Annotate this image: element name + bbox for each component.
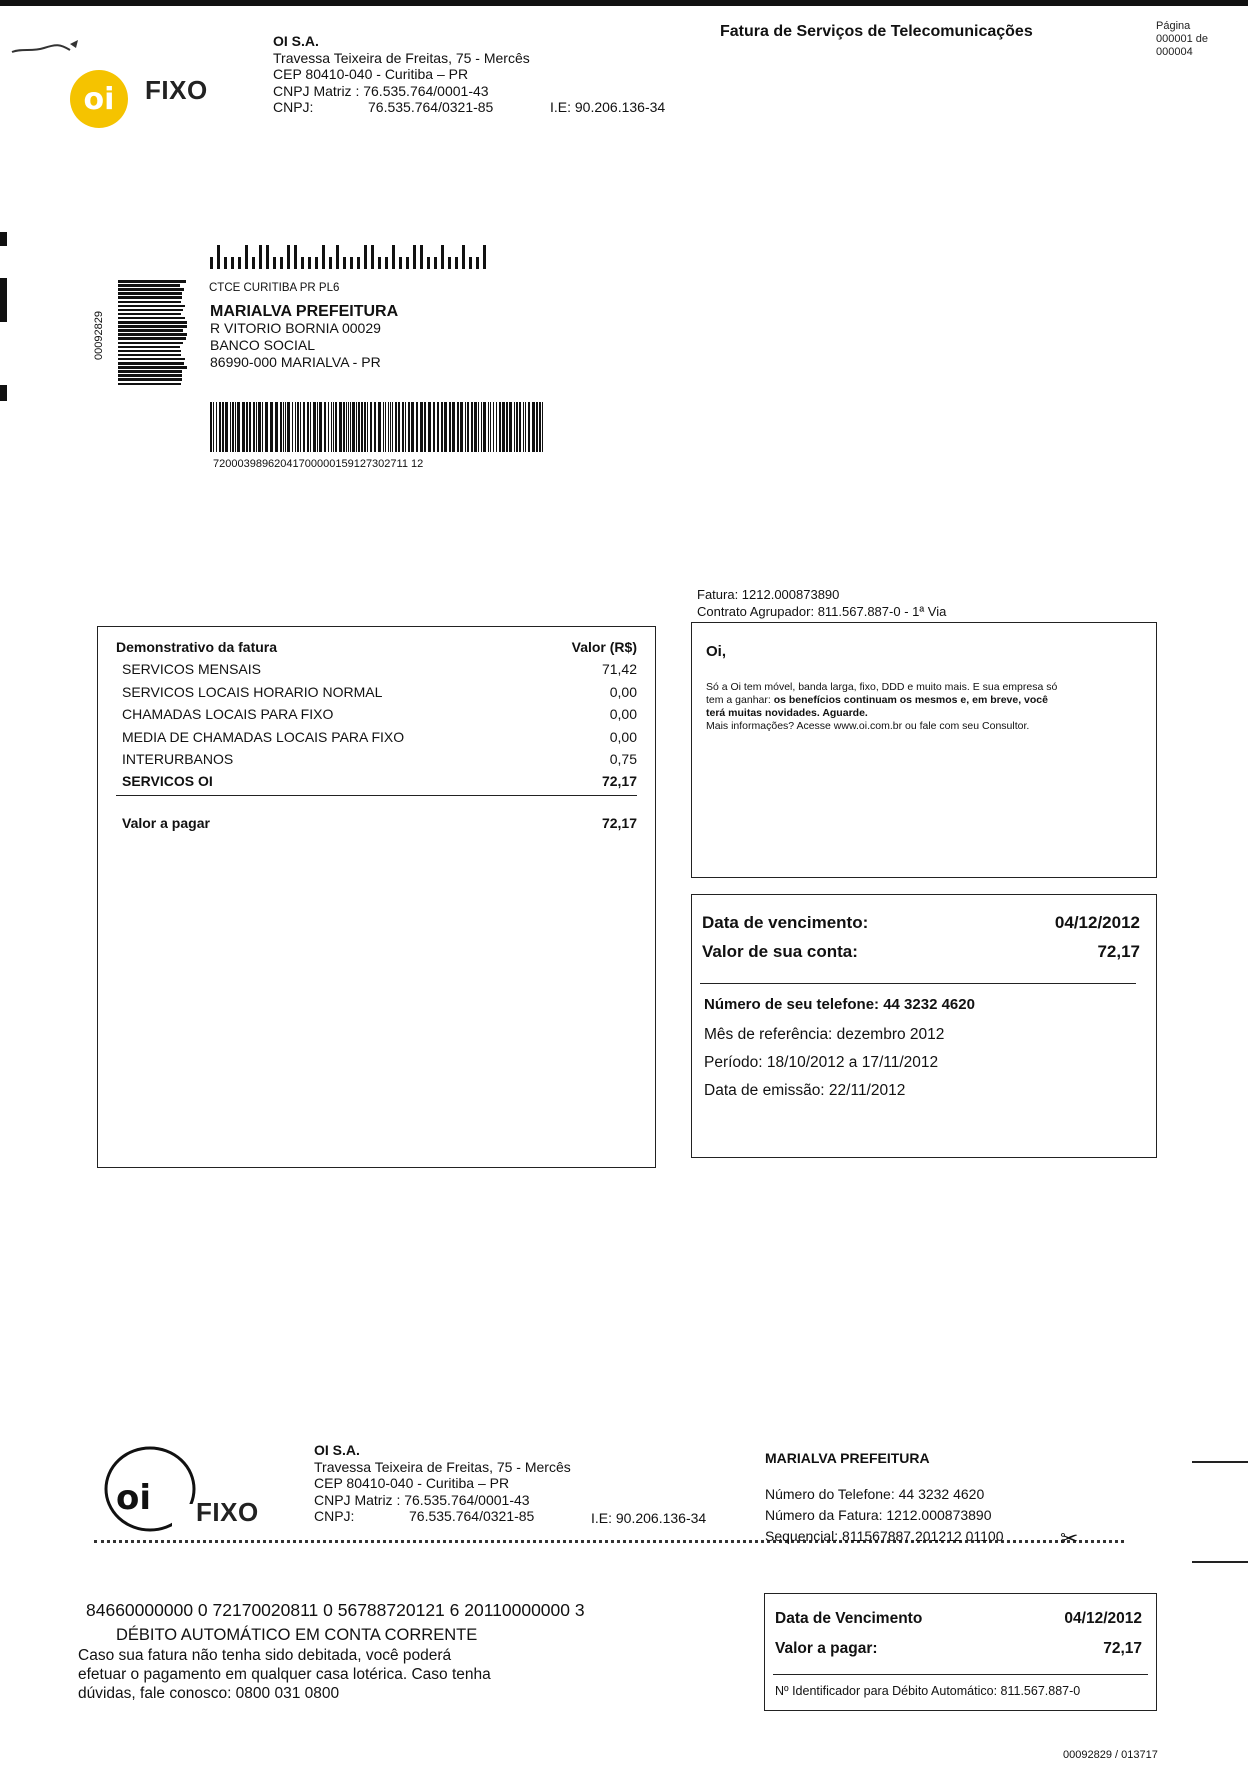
barcode-bar [295,402,296,452]
statement-item-value: 0,75 [609,751,637,767]
message-line: Mais informações? Acesse www.oi.com.br ou fale com seu Consultor. [706,720,1030,732]
barcode-bar [280,402,282,452]
stub-pay-value: 72,17 [1103,1640,1142,1657]
barcode-bar [331,402,332,452]
barcode-bar [222,402,224,452]
barcode-bar [519,402,521,452]
postal-barcode [210,245,490,269]
barcode-bar [339,402,342,452]
barcode-bar [217,245,220,269]
barcode-bar [402,402,404,452]
statement-value-header: Valor (R$) [571,639,637,655]
barcode-bar [235,402,236,452]
barcode-bar [118,309,183,312]
barcode-bar [303,402,305,452]
barcode-bar [118,358,185,361]
barcode-bar [493,402,494,452]
barcode-bar [256,402,257,452]
barcode-bar [434,257,437,269]
barcode-bar [319,402,322,452]
due-date-label: Data de vencimento: [702,913,869,932]
statement-row [122,751,637,767]
ie-value: I.E: 90.206.136-34 [550,99,666,115]
recipient-city: 86990-000 MARIALVA - PR [210,354,381,370]
barcode-bar [405,402,406,452]
barcode-number: 72000398962041700000159127302711 12 [213,458,424,470]
barcode-bar [528,402,530,452]
barcode-bar [348,402,349,452]
statement-item-value: 0,00 [609,683,637,700]
barcode-bar [118,342,183,345]
invoice-number: Fatura: 1212.000873890 [697,587,840,602]
statement-item-label: SERVICOS LOCAIS HORARIO NORMAL [122,683,383,700]
page-indicator [1156,20,1208,59]
message-body [706,681,1146,733]
barcode-bar [300,402,301,452]
scan-mark [0,232,7,246]
stub-cnpj-matriz: CNPJ Matriz : 76.535.764/0001-43 [314,1491,530,1508]
barcode-bar [392,402,393,452]
total-value: 72,17 [601,815,637,831]
stub-company-name: OI S.A. [314,1442,360,1458]
auto-debit-id: Nº Identificador para Débito Automático: 811.567.887-0 [775,1684,1081,1698]
statement-total [122,815,637,831]
barcode-bar [301,257,304,269]
recipient-district: BANCO SOCIAL [210,337,316,353]
statement-title: Demonstrativo da fatura [116,639,278,655]
stub-logo-product: FIXO [196,1497,259,1527]
scan-top-edge [0,0,1248,6]
barcode-bar [385,402,386,452]
company-cep: CEP 80410-040 - Curitiba – PR [273,66,469,82]
barcode-bar [364,402,366,452]
stub-company-info [314,1442,734,1525]
barcode-bar [118,333,187,336]
barcode-bar [383,402,384,452]
stub-customer-name: MARIALVA PREFEITURA [765,1450,930,1466]
stub-sequencial: Sequencial: 811567887 201212 01100 [765,1528,1004,1544]
scan-mark [1192,1461,1248,1463]
barcode-bar [433,402,435,452]
company-cnpj-matriz: CNPJ Matriz : 76.535.764/0001-43 [273,82,489,99]
barcode-bar [118,317,185,320]
distribution-center: CTCE CURITIBA PR PL6 [209,282,340,294]
barcode-bar [483,245,486,269]
stub-due-value: 04/12/2012 [1064,1610,1142,1627]
barcode-bar [539,402,541,452]
stub-company-address: Travessa Teixeira de Freitas, 75 - Mercês [314,1458,571,1475]
barcode-bar [465,402,466,452]
barcode-bar [509,402,512,452]
barcode-bar [469,257,472,269]
barcode-bar [285,402,286,452]
barcode-bar [343,402,345,452]
barcode-bar [249,402,251,452]
barcode-bar [335,402,337,452]
barcode-bar [118,296,182,299]
barcode-bar [358,402,360,452]
message-line: Só a Oi tem móvel, banda larga, fixo, DDD e muito mais. E sua empresa só [706,681,1058,693]
message-highlight: os benefícios continuam os mesmos e, em breve, você [773,694,1048,706]
barcode-bar [118,301,181,304]
auto-debit-line: dúvidas, fale conosco: 0800 031 0800 [78,1685,340,1702]
barcode-bar [452,402,455,452]
barcode-bar [118,378,182,381]
auto-debit-line: efetuar o pagamento em qualquer casa lotérica. Caso tenha [78,1666,491,1683]
statement-item-label: MEDIA DE CHAMADAS LOCAIS PARA FIXO [122,728,405,745]
barcode-bar [350,402,351,452]
scissors-icon: ✂ [1060,1526,1079,1551]
stub-cnpj-label: CNPJ: [314,1508,355,1524]
barcode-bar [216,402,217,452]
barcode-bar [265,402,268,452]
scan-mark [1192,1561,1248,1563]
barcode-bar [219,402,221,452]
oi-outline-logo-icon [102,1444,198,1534]
barcode-bar [416,402,418,452]
auto-debit-line: Caso sua fatura não tenha sido debitada, você poderá [78,1647,452,1664]
summary-box [691,894,1157,1158]
barcode-bar [118,288,184,291]
barcode-bar [378,402,381,452]
barcode-bar [390,402,391,452]
statement-row [122,729,637,745]
message-box [691,622,1157,878]
vertical-code: 00092829 [93,311,105,360]
barcode-bar [118,370,182,373]
statement-divider [116,795,637,796]
company-info [273,33,723,116]
phone-number: Número de seu telefone: 44 3232 4620 [704,996,975,1013]
barcode-bar [427,257,430,269]
barcode-bar [118,313,181,316]
barcode-bar [258,402,261,452]
barcode-bar [490,402,491,452]
subtotal-label: SERVICOS OI [122,773,213,789]
stub-cnpj-value: 76.535.764/0321-85 [409,1508,535,1524]
barcode-bar [408,402,410,452]
barcode-bar [253,402,255,452]
subtotal-value: 72,17 [601,773,637,789]
barcode-bar [352,402,355,452]
barcode-bar [462,245,465,269]
oi-logo-icon: oi [70,70,128,128]
barcode-bar [467,402,469,452]
barcode-bar [242,402,245,452]
barcode-bar [213,402,214,452]
barcode-bar [437,402,439,452]
barcode-bar [514,402,515,452]
barcode-bar [118,383,181,386]
barcode-bar [252,257,255,269]
stub-invoice-number: Número da Fatura: 1212.000873890 [765,1507,992,1523]
barcode-bar [395,402,397,452]
barcode-bar [474,402,477,452]
barcode-bar [536,402,538,452]
barcode-bar [118,374,182,377]
barcode-bar [231,257,234,269]
barcode-bar [361,402,363,452]
barcode-bar [118,337,186,340]
barcode-bar [542,402,543,452]
barcode-bar [118,321,187,324]
barcode-bar [374,402,376,452]
barcode-bar [118,325,187,328]
barcode-bar [532,402,535,452]
barcode-bar [516,402,518,452]
barcode-bar [346,402,347,452]
barcode-bar [523,402,524,452]
statement-item-value: 0,00 [609,728,637,745]
barcode-bar [230,402,231,452]
barcode-bar [273,257,276,269]
document-title: Fatura de Serviços de Telecomunicações [720,23,1033,40]
billing-period: Período: 18/10/2012 a 17/11/2012 [704,1054,939,1071]
stub-company-cep: CEP 80410-040 - Curitiba – PR [314,1475,510,1491]
amount-value: 72,17 [1097,942,1140,961]
barcode-bar [118,280,186,283]
barcode-bar [262,402,263,452]
auto-debit-title: DÉBITO AUTOMÁTICO EM CONTA CORRENTE [116,1626,478,1644]
due-date-value: 04/12/2012 [1054,913,1140,932]
barcode-bar [420,245,423,269]
barcode-bar [406,257,409,269]
issue-date: Data de emissão: 22/11/2012 [704,1082,906,1099]
statement-item-label: CHAMADAS LOCAIS PARA FIXO [122,706,334,722]
barcode-bar [476,257,479,269]
barcode-bar [371,245,374,269]
barcode-bar [449,402,451,452]
barcode-bar [343,257,346,269]
barcode-bar [399,257,402,269]
page-label: Página [1156,20,1191,32]
barcode-bar [224,257,227,269]
barcode-bar [313,402,316,452]
page-number: 000001 de [1156,33,1208,45]
main-barcode [210,402,545,452]
barcode-bar [308,257,311,269]
scan-mark [0,278,7,322]
barcode-bar [471,402,473,452]
barcode-bar [481,402,482,452]
barcode-bar [499,402,501,452]
barcode-bar [232,402,234,452]
barcode-bar [496,402,497,452]
barcode-bar [307,402,309,452]
barcode-bar [310,402,311,452]
stub-ie-value: I.E: 90.206.136-34 [591,1510,707,1526]
digitable-line: 84660000000 0 72170020811 0 56788720121 6 20110000000 3 [86,1600,585,1620]
barcode-bar [392,245,395,269]
logo-glyph: oi [116,1478,152,1518]
barcode-bar [245,245,248,269]
barcode-bar [287,402,290,452]
barcode-bar [118,292,182,295]
message-highlight: terá muitas novidades. Aguarde. [706,707,868,719]
barcode-bar [411,402,414,452]
barcode-bar [328,402,329,452]
barcode-bar [118,362,184,365]
statement-item-value: 71,42 [601,661,637,677]
statement-row [122,684,637,700]
barcode-bar [118,346,180,349]
recipient-address [210,303,398,371]
stub-customer-info [765,1484,1003,1547]
company-address: Travessa Teixeira de Freitas, 75 - Mercês [273,49,530,66]
barcode-bar [210,257,213,269]
barcode-bar [350,257,353,269]
barcode-bar [388,402,389,452]
barcode-bar [270,402,273,452]
barcode-bar [413,245,416,269]
barcode-bar [333,402,334,452]
barcode-bar [483,402,486,452]
barcode-bar [448,257,451,269]
barcode-bar [428,402,431,452]
message-line: tem a ganhar: [706,694,774,706]
barcode-bar [118,329,183,332]
auto-debit-text [78,1646,491,1703]
barcode-bar [478,402,479,452]
barcode-bar [398,402,400,452]
amount-label: Valor de sua conta: [702,942,858,961]
recipient-street: R VITORIO BORNIA 00029 [210,320,381,336]
barcode-bar [525,402,526,452]
barcode-bar [238,257,241,269]
stub-due-box [764,1593,1157,1711]
barcode-bar [287,245,290,269]
barcode-bar [225,402,228,452]
barcode-bar [441,245,444,269]
barcode-bar [367,402,368,452]
barcode-bar [210,402,212,452]
statement-row [122,706,637,722]
stub-pay-label: Valor a pagar: [775,1640,878,1657]
statement-header [116,639,637,655]
barcode-bar [357,257,360,269]
barcode-bar [118,354,181,357]
barcode-bar [420,402,423,452]
invoice-reference [697,586,946,620]
message-greeting: Oi, [706,643,727,660]
barcode-bar [324,402,326,452]
barcode-bar [266,245,269,269]
barcode-bar [259,245,262,269]
barcode-bar [118,366,187,369]
barcode-bar [460,402,463,452]
barcode-bar [356,402,357,452]
barcode-bar [424,402,426,452]
stacked-barcode [118,280,188,388]
barcode-bar [297,402,299,452]
stub-divider [773,1674,1148,1675]
barcode-bar [444,402,447,452]
stub-phone: Número do Telefone: 44 3232 4620 [765,1486,985,1502]
barcode-bar [275,402,278,452]
barcode-bar [506,402,508,452]
barcode-bar [118,350,181,353]
barcode-bar [385,257,388,269]
statement-item-label: SERVICOS MENSAIS [122,661,262,677]
footer-code: 00092829 / 013717 [1063,1749,1158,1761]
logo-product-name: FIXO [145,75,208,105]
barcode-bar [280,257,283,269]
barcode-bar [315,257,318,269]
barcode-bar [441,402,443,452]
scribble-mark [10,38,80,56]
barcode-bar [118,284,180,287]
barcode-bar [292,402,293,452]
summary-divider [700,983,1136,984]
recipient-name: MARIALVA PREFEITURA [210,303,399,320]
reference-month: Mês de referência: dezembro 2012 [704,1026,945,1043]
barcode-bar [488,402,489,452]
stub-due-label: Data de Vencimento [775,1610,923,1627]
scan-mark [0,385,7,401]
cnpj-label: CNPJ: [273,99,314,115]
barcode-bar [283,402,284,452]
statement-item-label: INTERURBANOS [122,751,234,767]
total-label: Valor a pagar [122,815,210,831]
barcode-bar [378,257,381,269]
barcode-bar [329,257,332,269]
statement-subtotal [122,773,637,789]
barcode-bar [502,402,505,452]
barcode-bar [455,257,458,269]
barcode-bar [370,402,372,452]
statement-row [122,661,637,677]
cnpj-value: 76.535.764/0321-85 [368,99,494,115]
barcode-bar [336,245,339,269]
barcode-bar [246,402,248,452]
page-total: 000004 [1156,46,1193,58]
barcode-bar [457,402,459,452]
barcode-bar [364,245,367,269]
barcode-bar [294,245,297,269]
statement-box [97,626,656,1168]
statement-item-value: 0,00 [609,706,637,722]
barcode-bar [118,305,185,308]
barcode-bar [317,402,318,452]
barcode-bar [237,402,240,452]
contract-number: Contrato Agrupador: 811.567.887-0 - 1ª Via [697,604,947,619]
barcode-bar [322,245,325,269]
company-name: OI S.A. [273,33,319,49]
